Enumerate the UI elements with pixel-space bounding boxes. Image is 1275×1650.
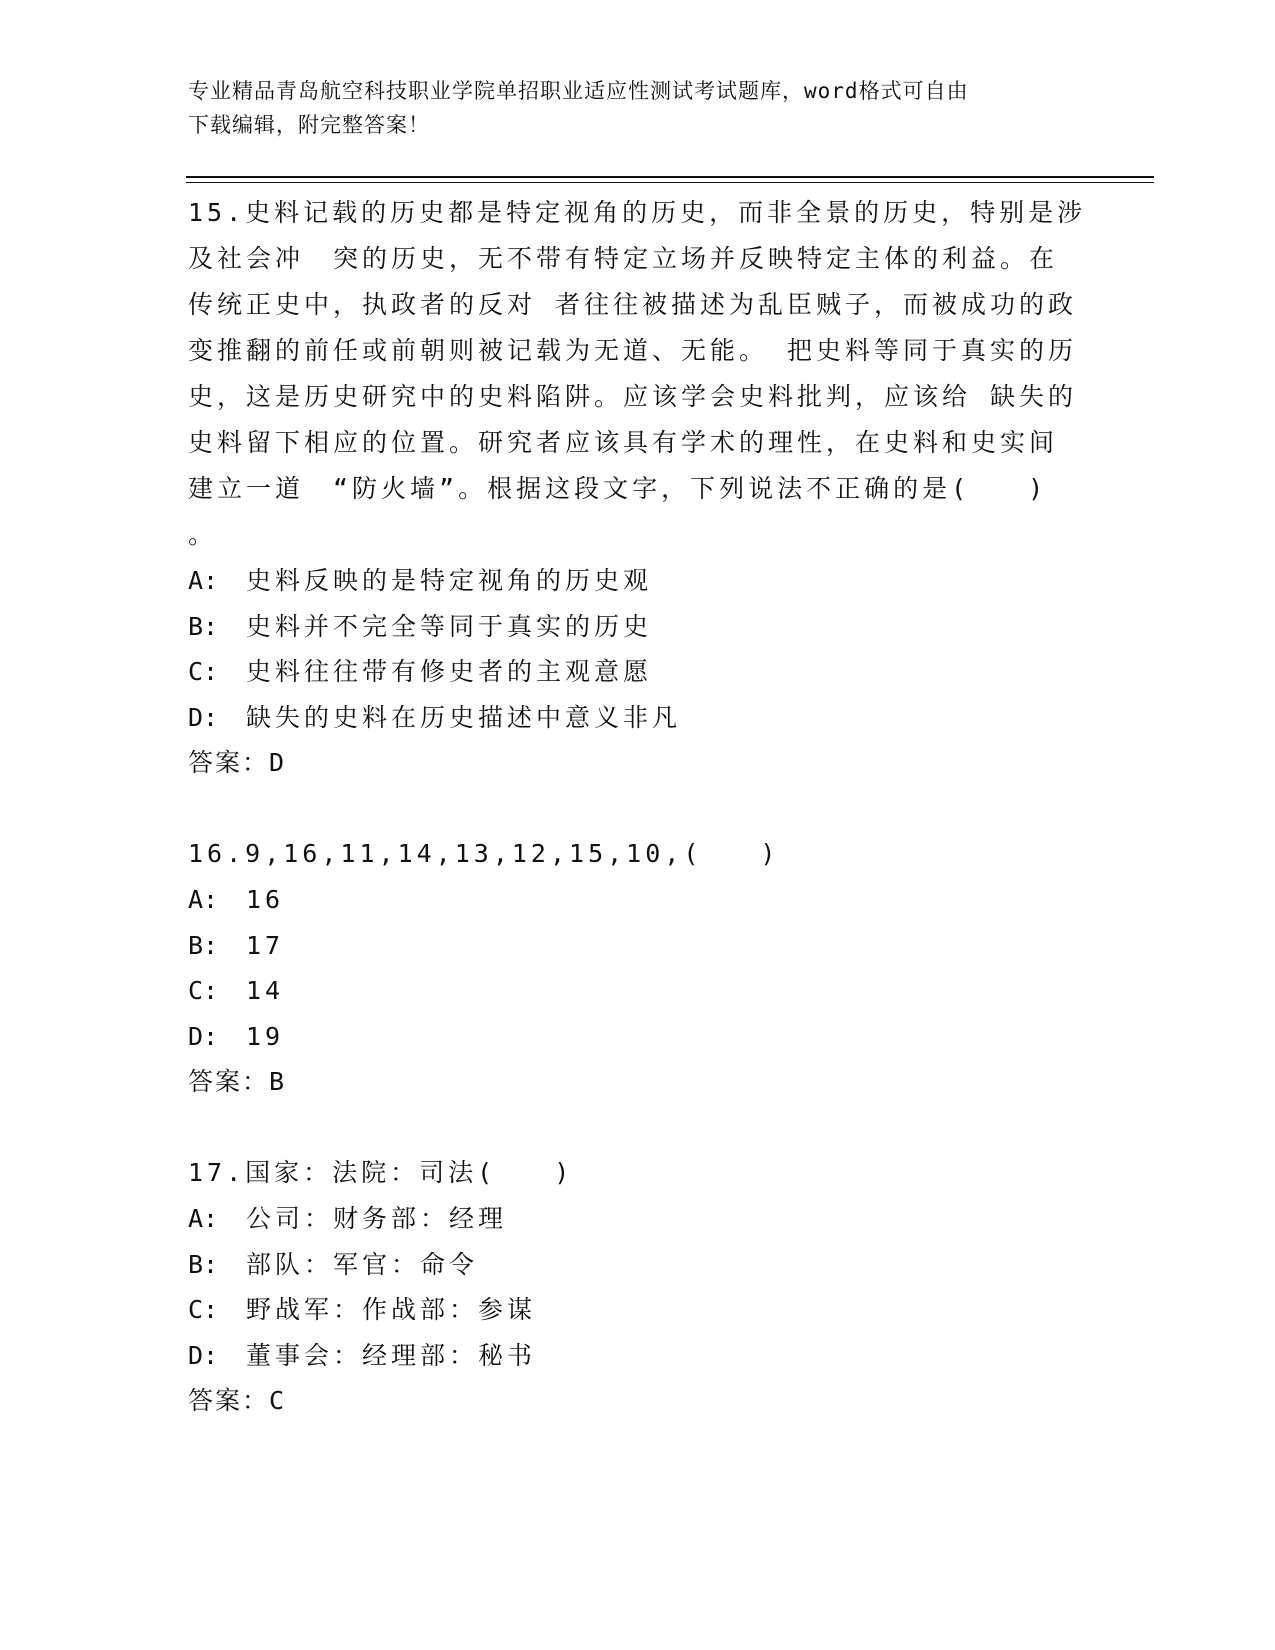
stem-line: 16.9,16,11,14,13,12,15,10,( ) <box>188 839 780 868</box>
option-d <box>188 695 1088 741</box>
answer-label: 答案：C <box>188 1386 287 1415</box>
option-text: 部队：军官：命令 <box>246 1249 479 1279</box>
option-letter: D: <box>188 1340 219 1370</box>
stem-line: 传统正史中，执政者的反对 者往往被描述为乱臣贼子，而被成功的政 <box>188 290 1078 319</box>
option-letter: B: <box>188 611 219 641</box>
option-text: 史料反映的是特定视角的历史观 <box>246 566 653 595</box>
option-text: 董事会：经理部：秘书 <box>246 1340 537 1370</box>
option-text: 野战军：作战部：参谋 <box>246 1295 537 1324</box>
option-text: 史料往往带有修史者的主观意愿 <box>246 657 653 686</box>
option-text: 公司：财务部：经理 <box>246 1204 508 1233</box>
option-letter: B: <box>188 930 219 960</box>
option-letter: D: <box>188 1021 219 1051</box>
option-text: 16 <box>246 885 285 914</box>
option-text: 19 <box>246 1021 285 1051</box>
option-c <box>188 968 1088 1014</box>
stem-line: 史，这是历史研究中的史料陷阱。应该学会史料批判，应该给 缺失的 <box>188 382 1078 411</box>
header-line-1: 专业精品青岛航空科技职业学院单招职业适应性测试考试题库，word格式可自由 <box>188 79 969 103</box>
option-c <box>188 649 1088 695</box>
question-list <box>188 190 1088 1423</box>
option-a <box>188 558 1088 604</box>
option-text: 缺失的史料在历史描述中意义非凡 <box>246 702 682 732</box>
question-stem <box>188 1150 1088 1196</box>
stem-line: 及社会冲 突的历史，无不带有特定立场并反映特定主体的利益。在 <box>188 244 1059 273</box>
option-letter: A: <box>188 566 219 595</box>
option-a <box>188 877 1088 923</box>
stem-line: 。 <box>188 520 218 549</box>
option-b <box>188 1242 1088 1288</box>
option-text: 14 <box>246 976 285 1005</box>
stem-line: 史料留下相应的位置。研究者应该具有学术的理性，在史料和史实间 <box>188 428 1059 457</box>
question-stem <box>188 190 1088 558</box>
answer-label: 答案：D <box>188 748 287 777</box>
option-letter: A: <box>188 885 219 914</box>
option-d <box>188 1333 1088 1379</box>
stem-line: 变推翻的前任或前朝则被记载为无道、无能。 把史料等同于真实的历 <box>188 336 1078 365</box>
header-divider-thin <box>186 182 1154 183</box>
option-letter: B: <box>188 1249 219 1279</box>
option-letter: D: <box>188 702 219 732</box>
header-divider-thick <box>186 176 1154 178</box>
option-a <box>188 1196 1088 1242</box>
option-letter: A: <box>188 1204 219 1233</box>
option-d <box>188 1014 1088 1060</box>
question-16 <box>188 831 1088 1104</box>
question-17 <box>188 1150 1088 1423</box>
option-b <box>188 604 1088 650</box>
stem-line: 17.国家：法院：司法( ) <box>188 1158 574 1187</box>
question-spacer <box>188 1104 1088 1150</box>
question-15 <box>188 190 1088 785</box>
question-spacer <box>188 785 1088 831</box>
document-header <box>188 74 1068 142</box>
option-b <box>188 923 1088 969</box>
stem-line: 15.史料记载的历史都是特定视角的历史，而非全景的历史，特别是涉 <box>188 198 1087 227</box>
option-letter: C: <box>188 976 219 1005</box>
question-stem <box>188 831 1088 877</box>
stem-line: 建立一道 “防火墙”。根据这段文字，下列说法不正确的是( ) <box>188 474 1048 503</box>
option-text: 史料并不完全等同于真实的历史 <box>246 611 653 641</box>
option-letter: C: <box>188 1295 219 1324</box>
option-letter: C: <box>188 657 219 686</box>
option-text: 17 <box>246 930 285 960</box>
option-c <box>188 1287 1088 1333</box>
answer-label: 答案：B <box>188 1067 287 1096</box>
header-line-2: 下载编辑，附完整答案！ <box>188 113 430 137</box>
